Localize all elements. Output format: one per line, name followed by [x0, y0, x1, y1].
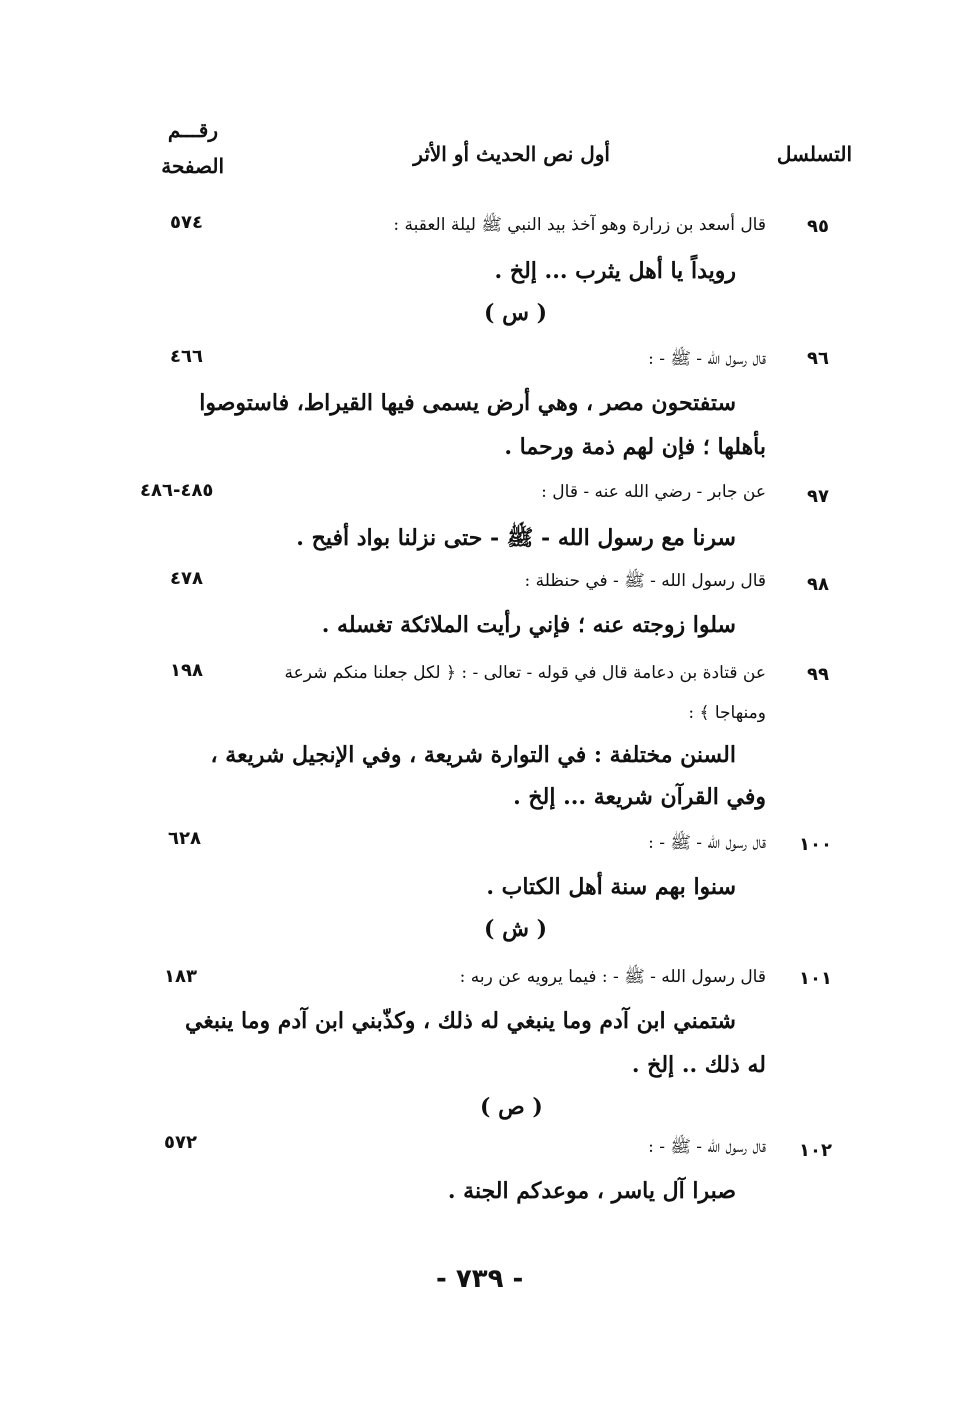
entry-text: رويداً يا أهل يثرب ... إلخ .	[494, 258, 736, 284]
entry-page: ٥٧٢	[164, 1132, 197, 1153]
entry-text: سرنا مع رسول الله - ﷺ - حتى نزلنا بواد أفيح .	[296, 525, 736, 551]
section-letter: ( ش )	[484, 916, 547, 942]
entry-page: ٤٦٦	[170, 346, 203, 367]
entry-page: ٥٧٤	[170, 212, 203, 233]
entry-serial: ١٠٠	[799, 834, 832, 855]
entry-intro: قال رسول الله - ﷺ - :	[648, 833, 766, 853]
entry-text: السنن مختلفة : في التوارة شريعة ، وفي الإنجيل شريعة ،	[210, 742, 736, 768]
entry-serial: ١٠١	[799, 968, 832, 989]
section-letter: ( س )	[484, 300, 547, 326]
header-text: أول نص الحديث أو الأثر	[413, 142, 610, 166]
entry-text: صبرا آل ياسر ، موعدكم الجنة .	[447, 1178, 736, 1204]
entry-text: ستفتحون مصر ، وهي أرض يسمى فيها القيراط، فاستوصوا	[199, 390, 736, 416]
entry-text: شتمني ابن آدم وما ينبغي له ذلك ، وكذّبني ابن آدم وما ينبغي	[184, 1008, 736, 1034]
entry-page: ٤٧٨	[170, 568, 203, 589]
entry-text: بأهلها ؛ فإن لهم ذمة ورحما .	[504, 434, 766, 460]
entry-serial: ٩٩	[807, 664, 829, 685]
entry-page: ٤٨٥-٤٨٦	[140, 480, 214, 501]
entry-intro: قال أسعد بن زرارة وهو آخذ بيد النبي ﷺ ليلة العقبة :	[393, 215, 766, 235]
entry-intro: ومنهاجا ﴾ :	[688, 703, 766, 723]
entry-text: سنوا بهم سنة أهل الكتاب .	[486, 874, 736, 900]
header-page-line1: رقـــم	[167, 118, 218, 142]
entry-serial: ٩٥	[807, 216, 829, 237]
entry-page: ٦٢٨	[168, 828, 201, 849]
entry-page: ١٨٣	[164, 966, 197, 987]
entry-intro: قال رسول الله - ﷺ - :	[648, 1137, 766, 1157]
entry-page: ١٩٨	[170, 660, 203, 681]
page-number: - ٧٣٩ -	[436, 1264, 524, 1294]
entry-intro: قال رسول الله - ﷺ - :	[648, 349, 766, 369]
header-serial: التسلسل	[776, 142, 852, 166]
entry-text: وفي القرآن شريعة ... إلخ .	[513, 784, 766, 810]
entry-intro: عن قتادة بن دعامة قال في قوله - تعالى - : ﴿ لكل جعلنا منكم شرعة	[284, 663, 766, 683]
entry-intro: عن جابر - رضي الله عنه - قال :	[541, 482, 766, 502]
entry-serial: ٩٧	[807, 486, 829, 507]
entry-serial: ١٠٢	[799, 1140, 832, 1161]
section-letter: ( ص )	[480, 1094, 543, 1120]
entry-serial: ٩٨	[807, 574, 829, 595]
entry-text: سلوا زوجته عنه ؛ فإني رأيت الملائكة تغسله .	[321, 612, 736, 638]
entry-text: له ذلك .. إلخ .	[631, 1052, 766, 1078]
entry-serial: ٩٦	[807, 348, 829, 369]
header-page-line2: الصفحة	[161, 154, 224, 178]
entry-intro: قال رسول الله - ﷺ - : فيما يرويه عن ربه :	[459, 967, 766, 987]
entry-intro: قال رسول الله - ﷺ - في حنظلة :	[524, 571, 766, 591]
